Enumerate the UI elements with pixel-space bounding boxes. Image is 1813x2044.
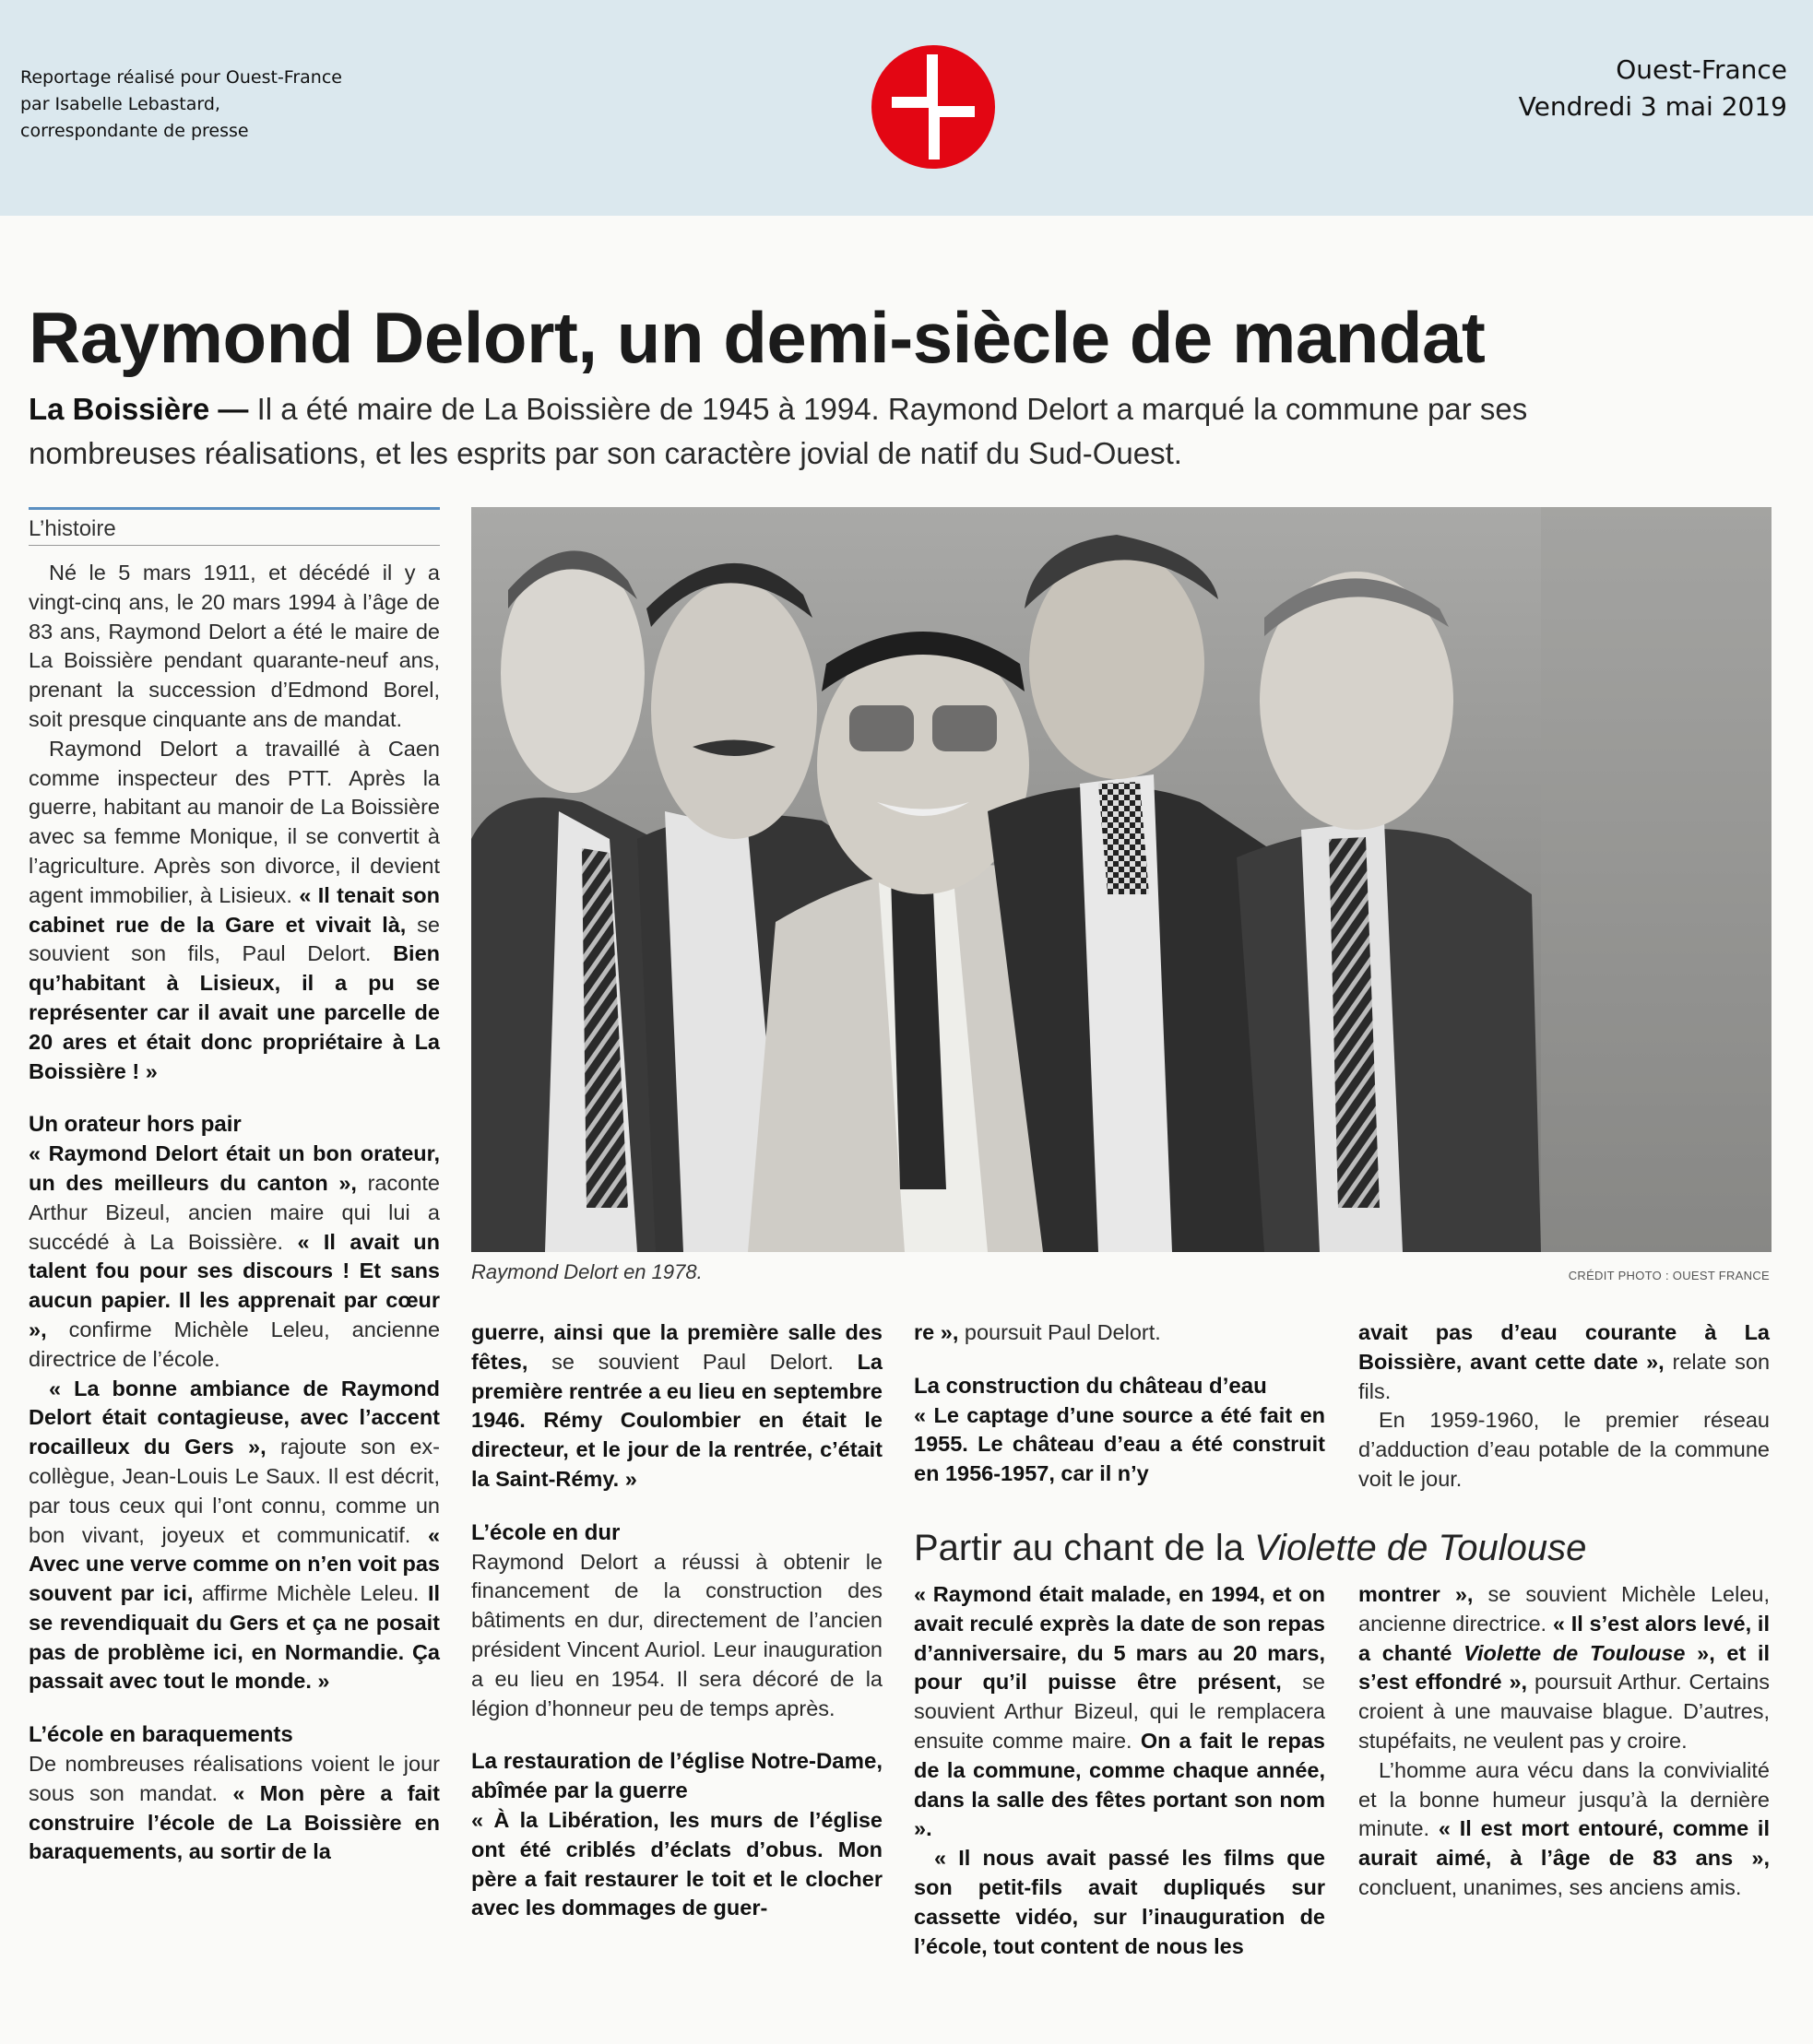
header-banner [0, 0, 1813, 216]
headline: Raymond Delort, un demi-siècle de mandat [29, 297, 1486, 378]
credit-line: correspondante de presse [20, 121, 249, 141]
paragraph: En 1959-1960, le premier réseau d’adduction d’eau potable de la commune voit le jour. [1358, 1408, 1770, 1491]
section-subhead: Partir au chant de la Violette de Toulouse [914, 1528, 1587, 1568]
paragraph: « Le captage d’une source a été fait en 1955. Le château d’eau a été construit en 1956-1957, car il n’y [914, 1402, 1325, 1486]
lead-paragraph [29, 387, 1587, 476]
paragraph: « À la Libération, les murs de l’église ont été criblés d’éclats d’obus. Mon père a fait restaurer le toit et le clocher avec les dommages de guer- [471, 1807, 883, 1920]
paragraph: Né le 5 mars 1911, et décédé il y a vingt-cinq ans, le 20 mars 1994 à l’âge de 83 ans, Raymond Delort a été le maire de La Boissière pendant quarante-neuf ans, prenant la succession d’Edmond Borel, soit presque cinquante ans de mandat. [29, 561, 440, 731]
subheading: L’école en dur [471, 1519, 621, 1545]
column-1 [29, 559, 440, 1867]
credit-line: par Isabelle Lebastard, [20, 94, 220, 114]
paragraph: « Raymond Delort était un bon orateur, un des meilleurs du canton », raconte Arthur Bizeul, ancien maire qui lui a succédé à La Boissière. « Il avait un talent fou pour ses discours ! Et sans aucun papier. Il les apprenait par cœur », confirme Michèle Leleu, ancienne directrice de l’école. [29, 1141, 441, 1371]
credit-line: Reportage réalisé pour Ouest-France [20, 67, 342, 88]
publication-info [1519, 52, 1787, 125]
section-rule [29, 507, 440, 510]
ouest-france-logo-icon [871, 45, 995, 169]
paragraph: guerre, ainsi que la première salle des fêtes, se souvient Paul Delort. La première rentrée a eu lieu en septembre 1946. Rémy Coulombier en était le directeur, et le jour de la rentrée, c’était la Saint-Rémy. » [471, 1320, 883, 1491]
subheading: L’école en baraquements [29, 1722, 293, 1748]
paragraph: « Il nous avait passé les films que son petit-fils avait dupliqués sur cassette vidéo, sur l’inauguration de l’école, tout content de nous les [914, 1846, 1325, 1958]
archive-photo [471, 507, 1772, 1252]
paragraph: L’homme aura vécu dans la convivialité et la bonne humeur jusqu’à la dernière minute. « Il est mort entouré, comme il aurait aimé, à l’âge de 83 ans », concluent, unanimes, ses anciens amis. [1358, 1757, 1770, 1899]
column-3 [914, 1318, 1325, 1489]
section-kicker: L’histoire [29, 516, 116, 541]
photo-credit: CRÉDIT PHOTO : OUEST FRANCE [1568, 1269, 1770, 1282]
column-4-bottom [1358, 1580, 1770, 1903]
group-portrait-illustration [471, 507, 1772, 1252]
paragraph: montrer », se souvient Michèle Leleu, ancienne directrice. « Il s’est alors levé, il a chanté Violette de Toulouse », et il s’est effondré », poursuit Arthur. Certains croient à une mauvaise blague. D’autres, stupéfaits, ne veulent pas y croire. [1358, 1582, 1771, 1753]
paragraph: Raymond Delort a réussi à obtenir le financement de la construction des bâtiments en dur, directement de l’ancien président Vincent Auriol. Leur inauguration a eu lieu en 1954. Il sera décoré de la légion d’honneur peu de temps après. [471, 1549, 883, 1720]
publication-date: Vendredi 3 mai 2019 [1518, 91, 1787, 122]
photo-caption: Raymond Delort en 1978. [471, 1260, 703, 1283]
paragraph: avait pas d’eau courante à La Boissière, avant cette date », relate son fils. [1358, 1320, 1771, 1403]
subheading: La construction du château d’eau [914, 1373, 1267, 1399]
reportage-credit [20, 65, 342, 145]
subheading: Un orateur hors pair [29, 1112, 242, 1138]
paragraph: De nombreuses réalisations voient le jour sous son mandat. « Mon père a fait construire l’école de La Boissière en baraquements, au sortir de la [29, 1752, 441, 1864]
subheading: La restauration de l’église Notre-Dame, abîmée par la guerre [471, 1749, 883, 1804]
source-name: Ouest-France [1616, 54, 1787, 85]
paragraph: « La bonne ambiance de Raymond Delort était contagieuse, avec l’accent rocailleux du Gers », rajoute son ex-collègue, Jean-Louis Le Saux. Il est décrit, par tous ceux qui l’ont connu, comme un bon vivant, joyeux et communicatif. « Avec une verve comme on n’en voit pas souvent par ici, affirme Michèle Leleu. Il se revendiquait du Gers et ça ne posait pas de problème ici, en Normandie. Ça passait avec tout le monde. » [29, 1376, 441, 1694]
lead-text: Il a été maire de La Boissière de 1945 à 1994. Raymond Delort a marqué la commune par ses nombreuses réalisations, et les esprits par son caractère jovial de natif du Sud-Ouest. [29, 392, 1528, 470]
paragraph: Raymond Delort a travaillé à Caen comme inspecteur des PTT. Après la guerre, habitant au manoir de La Boissière avec sa femme Monique, il se convertit à l’agriculture. Après son divorce, il devient agent immobilier, à Lisieux. « Il tenait son cabinet rue de la Gare et vivait là, se souvient son fils, Paul Delort. Bien qu’habitant à Lisieux, il a pu se représenter car il avait une parcelle de 20 ares et était donc propriétaire à La Boissière ! » [29, 736, 441, 1083]
column-4-top [1358, 1318, 1770, 1495]
column-2 [471, 1318, 883, 1923]
lead-place: La Boissière — [29, 392, 249, 426]
column-3-bottom [914, 1580, 1325, 1961]
paragraph: re », poursuit Paul Delort. [914, 1320, 1161, 1344]
section-divider [29, 545, 440, 546]
paragraph: « Raymond était malade, en 1994, et on avait reculé exprès la date de son repas d’anniversaire, du 5 mars au 20 mars, pour qu’il puisse être présent, se souvient Arthur Bizeul, qui le remplacera ensuite comme maire. On a fait le repas de la commune, comme chaque année, dans la salle des fêtes portant son nom ». [914, 1582, 1325, 1841]
newspaper-article [0, 216, 1813, 2044]
